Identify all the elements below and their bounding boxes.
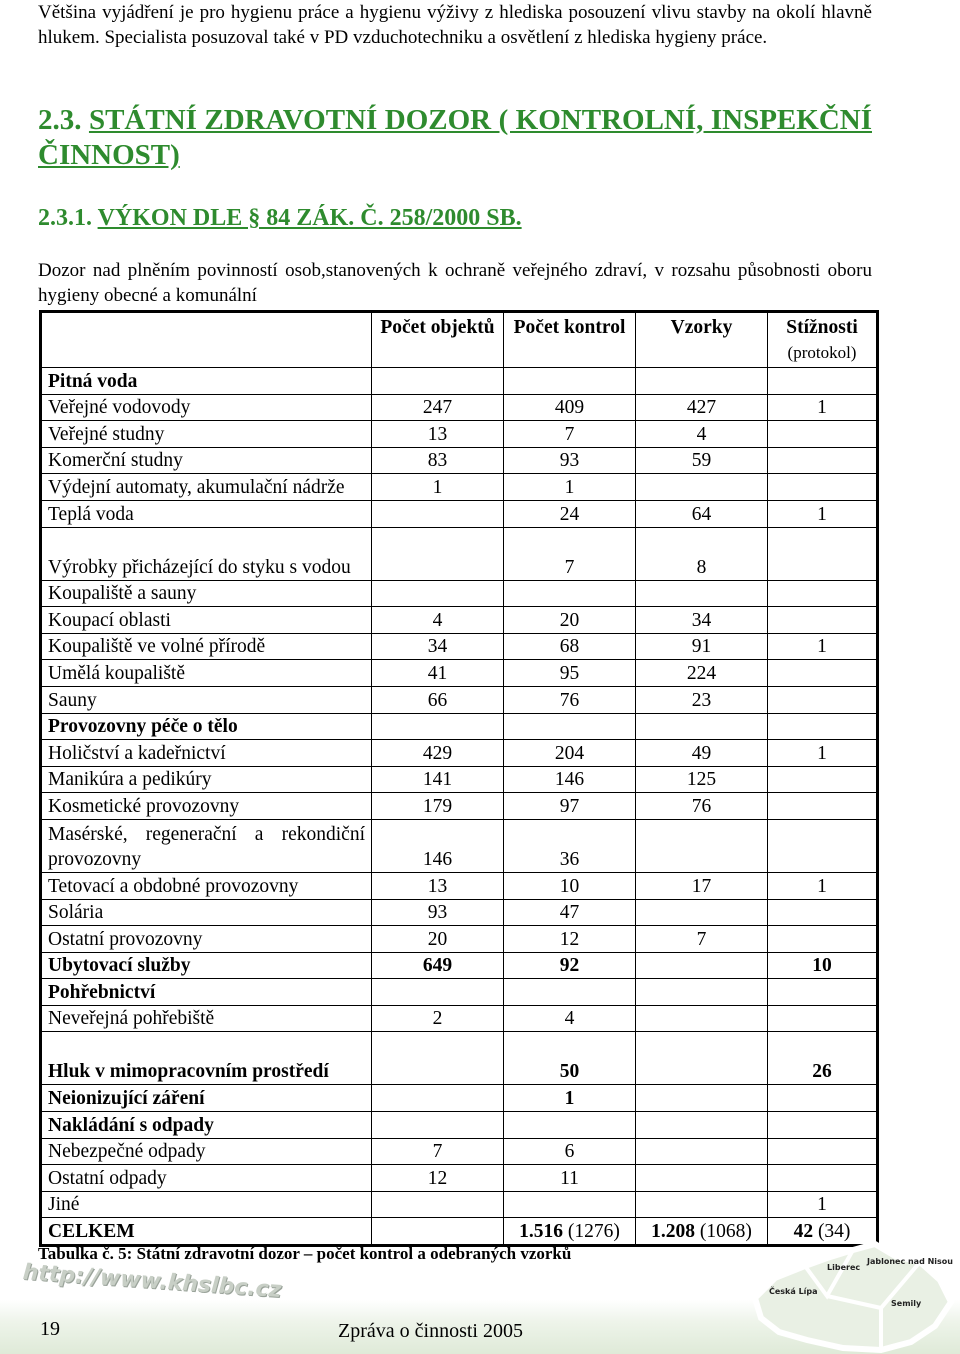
row-label: Ubytovací služby xyxy=(41,952,372,979)
cell-complaints xyxy=(768,580,878,607)
cell-samples xyxy=(636,1165,768,1192)
table-intro-paragraph: Dozor nad plněním povinností osob,stanovených k ochraně veřejného zdraví, v rozsahu působnosti oboru hygieny obecné a komunální xyxy=(38,260,872,306)
cell-complaints xyxy=(768,1138,878,1165)
map-label-jablonec: Jablonec nad Nisou xyxy=(867,1257,953,1266)
row-label: Solária xyxy=(41,899,372,926)
row-label: Neveřejná pohřebiště xyxy=(41,1005,372,1032)
row-label: Veřejné vodovody xyxy=(41,394,372,421)
cell-controls: 146 xyxy=(504,766,636,793)
table-row xyxy=(41,926,878,953)
cell-complaints: 10 xyxy=(768,952,878,979)
row-label: Sauny xyxy=(41,686,372,713)
cell-controls xyxy=(504,1112,636,1139)
supervision-table xyxy=(39,310,879,1247)
table-row xyxy=(41,686,878,713)
cell-objects: 34 xyxy=(372,633,504,660)
section-number: 2.3. xyxy=(38,104,82,136)
total-complaints-prev: (34) xyxy=(817,1221,851,1243)
total-samples-prev: (1068) xyxy=(699,1221,752,1243)
section-heading xyxy=(38,103,872,173)
cell-complaints xyxy=(768,368,878,395)
cell-complaints xyxy=(768,1165,878,1192)
cell-objects xyxy=(372,1085,504,1112)
row-label: Umělá koupaliště xyxy=(41,660,372,687)
cell-controls: 6 xyxy=(504,1138,636,1165)
cell-samples xyxy=(636,1005,768,1032)
cell-objects: 93 xyxy=(372,899,504,926)
cell-samples: 224 xyxy=(636,660,768,687)
cell-controls: 93 xyxy=(504,447,636,474)
map-label-ceska-lipa: Česká Lípa xyxy=(769,1287,818,1296)
table-row xyxy=(41,447,878,474)
table-row xyxy=(41,740,878,767)
row-label: Tetovací a obdobné provozovny xyxy=(41,872,372,899)
cell-objects: 13 xyxy=(372,421,504,448)
cell-controls xyxy=(504,580,636,607)
cell-controls: 204 xyxy=(504,740,636,767)
total-samples-value: 1.208 xyxy=(651,1221,695,1243)
cell-controls: 7 xyxy=(504,527,636,580)
cell-controls: 11 xyxy=(504,1165,636,1192)
header-controls: Počet kontrol xyxy=(504,312,636,368)
cell-controls: 36 xyxy=(504,819,636,872)
table-row xyxy=(41,500,878,527)
cell-complaints: 26 xyxy=(768,1032,878,1085)
cell-samples xyxy=(636,580,768,607)
cell-complaints xyxy=(768,660,878,687)
cell-complaints: 1 xyxy=(768,394,878,421)
cell-samples xyxy=(636,1138,768,1165)
table-row xyxy=(41,1191,878,1218)
table-row xyxy=(41,1005,878,1032)
cell-objects xyxy=(372,979,504,1006)
cell-samples: 76 xyxy=(636,793,768,820)
cell-samples xyxy=(636,1191,768,1218)
cell-samples xyxy=(636,1112,768,1139)
cell-samples xyxy=(636,1085,768,1112)
total-controls-prev: (1276) xyxy=(567,1221,620,1243)
cell-samples xyxy=(636,368,768,395)
cell-samples: 7 xyxy=(636,926,768,953)
subsection-number: 2.3.1. xyxy=(38,205,92,231)
row-label: Provozovny péče o tělo xyxy=(41,713,372,740)
header-empty xyxy=(41,312,372,368)
cell-objects: 146 xyxy=(372,819,504,872)
cell-controls: 10 xyxy=(504,872,636,899)
cell-controls: 409 xyxy=(504,394,636,421)
header-complaints-label: Stížnosti xyxy=(786,317,858,338)
table-row xyxy=(41,607,878,634)
cell-samples xyxy=(636,713,768,740)
map-label-semily: Semily xyxy=(891,1299,922,1308)
cell-controls xyxy=(504,979,636,1006)
cell-controls: 76 xyxy=(504,686,636,713)
cell-objects: 247 xyxy=(372,394,504,421)
header-objects: Počet objektů xyxy=(372,312,504,368)
cell-objects: 12 xyxy=(372,1165,504,1192)
cell-objects xyxy=(372,1112,504,1139)
table-row xyxy=(41,1085,878,1112)
cell-objects xyxy=(372,580,504,607)
cell-objects xyxy=(372,1032,504,1085)
cell-controls xyxy=(504,713,636,740)
table-row xyxy=(41,527,878,580)
cell-objects: 83 xyxy=(372,447,504,474)
section-title: STÁTNÍ ZDRAVOTNÍ DOZOR ( KONTROLNÍ, INSPEKČNÍ ČINNOST) xyxy=(38,104,872,171)
header-complaints-sub: (protokol) xyxy=(787,343,857,362)
header-samples: Vzorky xyxy=(636,312,768,368)
cell-objects: 141 xyxy=(372,766,504,793)
intro-paragraph: Většina vyjádření je pro hygienu práce a hygienu výživy z hlediska posouzení vlivu stavby na okolí hlavně hlukem. Specialista posuzoval také v PD vzduchotechniku a osvětlení z hlediska hygieny práce. xyxy=(38,2,872,48)
cell-objects: 13 xyxy=(372,872,504,899)
cell-objects: 179 xyxy=(372,793,504,820)
cell-objects: 2 xyxy=(372,1005,504,1032)
row-label: Výrobky přicházející do styku s vodou xyxy=(41,527,372,580)
cell-complaints: 1 xyxy=(768,500,878,527)
cell-complaints xyxy=(768,474,878,501)
cell-samples: 4 xyxy=(636,421,768,448)
cell-objects: 66 xyxy=(372,686,504,713)
subsection-heading xyxy=(38,203,838,233)
table-row xyxy=(41,766,878,793)
cell-complaints xyxy=(768,527,878,580)
row-label: Jiné xyxy=(41,1191,372,1218)
row-label: Ostatní provozovny xyxy=(41,926,372,953)
cell-complaints: 1 xyxy=(768,633,878,660)
cell-samples: 91 xyxy=(636,633,768,660)
cell-samples xyxy=(636,819,768,872)
watermark-url: http://www.khslbc.cz xyxy=(22,1260,283,1304)
row-label: Neionizující záření xyxy=(41,1085,372,1112)
row-label: Ostatní odpady xyxy=(41,1165,372,1192)
cell-controls: 92 xyxy=(504,952,636,979)
cell-samples: 23 xyxy=(636,686,768,713)
cell-objects xyxy=(372,713,504,740)
cell-complaints xyxy=(768,819,878,872)
row-label: Holičství a kadeřnictví xyxy=(41,740,372,767)
cell-samples xyxy=(636,952,768,979)
cell-samples: 64 xyxy=(636,500,768,527)
cell-objects: 1 xyxy=(372,474,504,501)
cell-complaints: 1 xyxy=(768,740,878,767)
table-row xyxy=(41,952,878,979)
cell-complaints xyxy=(768,1005,878,1032)
cell-samples: 59 xyxy=(636,447,768,474)
header-complaints xyxy=(768,312,878,368)
cell-complaints: 1 xyxy=(768,872,878,899)
cell-objects: 649 xyxy=(372,952,504,979)
table-row xyxy=(41,1032,878,1085)
cell-samples: 427 xyxy=(636,394,768,421)
row-label: Pohřebnictví xyxy=(41,979,372,1006)
row-label: Nakládání s odpady xyxy=(41,1112,372,1139)
cell-controls: 12 xyxy=(504,926,636,953)
cell-complaints xyxy=(768,607,878,634)
cell-samples: 49 xyxy=(636,740,768,767)
subsection-title: VÝKON DLE § 84 ZÁK. Č. 258/2000 SB. xyxy=(97,205,522,231)
row-label: Kosmetické provozovny xyxy=(41,793,372,820)
cell-complaints: 1 xyxy=(768,1191,878,1218)
row-label: Veřejné studny xyxy=(41,421,372,448)
row-label: Masérské, regenerační a rekondiční provozovny xyxy=(41,819,372,872)
cell-controls: 95 xyxy=(504,660,636,687)
cell-controls xyxy=(504,368,636,395)
cell-objects: 20 xyxy=(372,926,504,953)
cell-complaints xyxy=(768,713,878,740)
table-row xyxy=(41,899,878,926)
cell-complaints xyxy=(768,979,878,1006)
table-row xyxy=(41,819,878,872)
table-row xyxy=(41,580,878,607)
cell-complaints xyxy=(768,1112,878,1139)
cell-complaints xyxy=(768,926,878,953)
cell-objects: 7 xyxy=(372,1138,504,1165)
cell-samples: 8 xyxy=(636,527,768,580)
table-caption: Tabulka č. 5: Státní zdravotní dozor – počet kontrol a odebraných vzorků xyxy=(38,1244,572,1263)
cell-controls: 97 xyxy=(504,793,636,820)
cell-complaints xyxy=(768,899,878,926)
cell-objects xyxy=(372,527,504,580)
row-label: Hluk v mimopracovním prostředí xyxy=(41,1032,372,1085)
region-map-logo xyxy=(735,1236,960,1354)
cell-objects xyxy=(372,368,504,395)
cell-objects xyxy=(372,500,504,527)
row-label: Výdejní automaty, akumulační nádrže xyxy=(41,474,372,501)
cell-objects: 429 xyxy=(372,740,504,767)
report-title: Zpráva o činnosti 2005 xyxy=(338,1320,523,1342)
cell-objects: 41 xyxy=(372,660,504,687)
table-row xyxy=(41,1112,878,1139)
row-label: Teplá voda xyxy=(41,500,372,527)
row-label: Manikúra a pedikúry xyxy=(41,766,372,793)
cell-complaints xyxy=(768,1085,878,1112)
cell-samples: 34 xyxy=(636,607,768,634)
table-row xyxy=(41,633,878,660)
cell-objects xyxy=(372,1191,504,1218)
cell-complaints xyxy=(768,793,878,820)
row-label: Koupaliště a sauny xyxy=(41,580,372,607)
cell-controls: 1 xyxy=(504,474,636,501)
cell-controls: 7 xyxy=(504,421,636,448)
cell-controls: 50 xyxy=(504,1032,636,1085)
table-row xyxy=(41,368,878,395)
row-label: Pitná voda xyxy=(41,368,372,395)
page-number: 19 xyxy=(40,1318,60,1340)
total-objects xyxy=(372,1218,504,1246)
cell-controls: 20 xyxy=(504,607,636,634)
table-row xyxy=(41,660,878,687)
row-label: Koupaliště ve volné přírodě xyxy=(41,633,372,660)
cell-controls: 68 xyxy=(504,633,636,660)
table-row xyxy=(41,713,878,740)
table-row xyxy=(41,394,878,421)
table-row xyxy=(41,979,878,1006)
cell-controls: 1 xyxy=(504,1085,636,1112)
cell-complaints xyxy=(768,686,878,713)
cell-objects: 4 xyxy=(372,607,504,634)
cell-samples xyxy=(636,1032,768,1085)
map-label-liberec: Liberec xyxy=(827,1263,861,1272)
table-row xyxy=(41,421,878,448)
row-label: Komerční studny xyxy=(41,447,372,474)
cell-samples xyxy=(636,979,768,1006)
row-label: Nebezpečné odpady xyxy=(41,1138,372,1165)
cell-complaints xyxy=(768,421,878,448)
table-row xyxy=(41,1165,878,1192)
total-label: CELKEM xyxy=(41,1218,372,1246)
total-complaints-value: 42 xyxy=(793,1221,814,1243)
total-controls-value: 1.516 xyxy=(519,1221,563,1243)
cell-samples: 125 xyxy=(636,766,768,793)
table-row xyxy=(41,872,878,899)
cell-controls: 24 xyxy=(504,500,636,527)
table-row xyxy=(41,474,878,501)
table-row xyxy=(41,1138,878,1165)
row-label: Koupací oblasti xyxy=(41,607,372,634)
cell-samples xyxy=(636,899,768,926)
total-controls xyxy=(504,1218,636,1246)
table-header-row xyxy=(41,312,878,368)
cell-controls xyxy=(504,1191,636,1218)
table-row xyxy=(41,793,878,820)
cell-controls: 4 xyxy=(504,1005,636,1032)
cell-samples xyxy=(636,474,768,501)
cell-complaints xyxy=(768,447,878,474)
cell-complaints xyxy=(768,766,878,793)
cell-samples: 17 xyxy=(636,872,768,899)
cell-controls: 47 xyxy=(504,899,636,926)
